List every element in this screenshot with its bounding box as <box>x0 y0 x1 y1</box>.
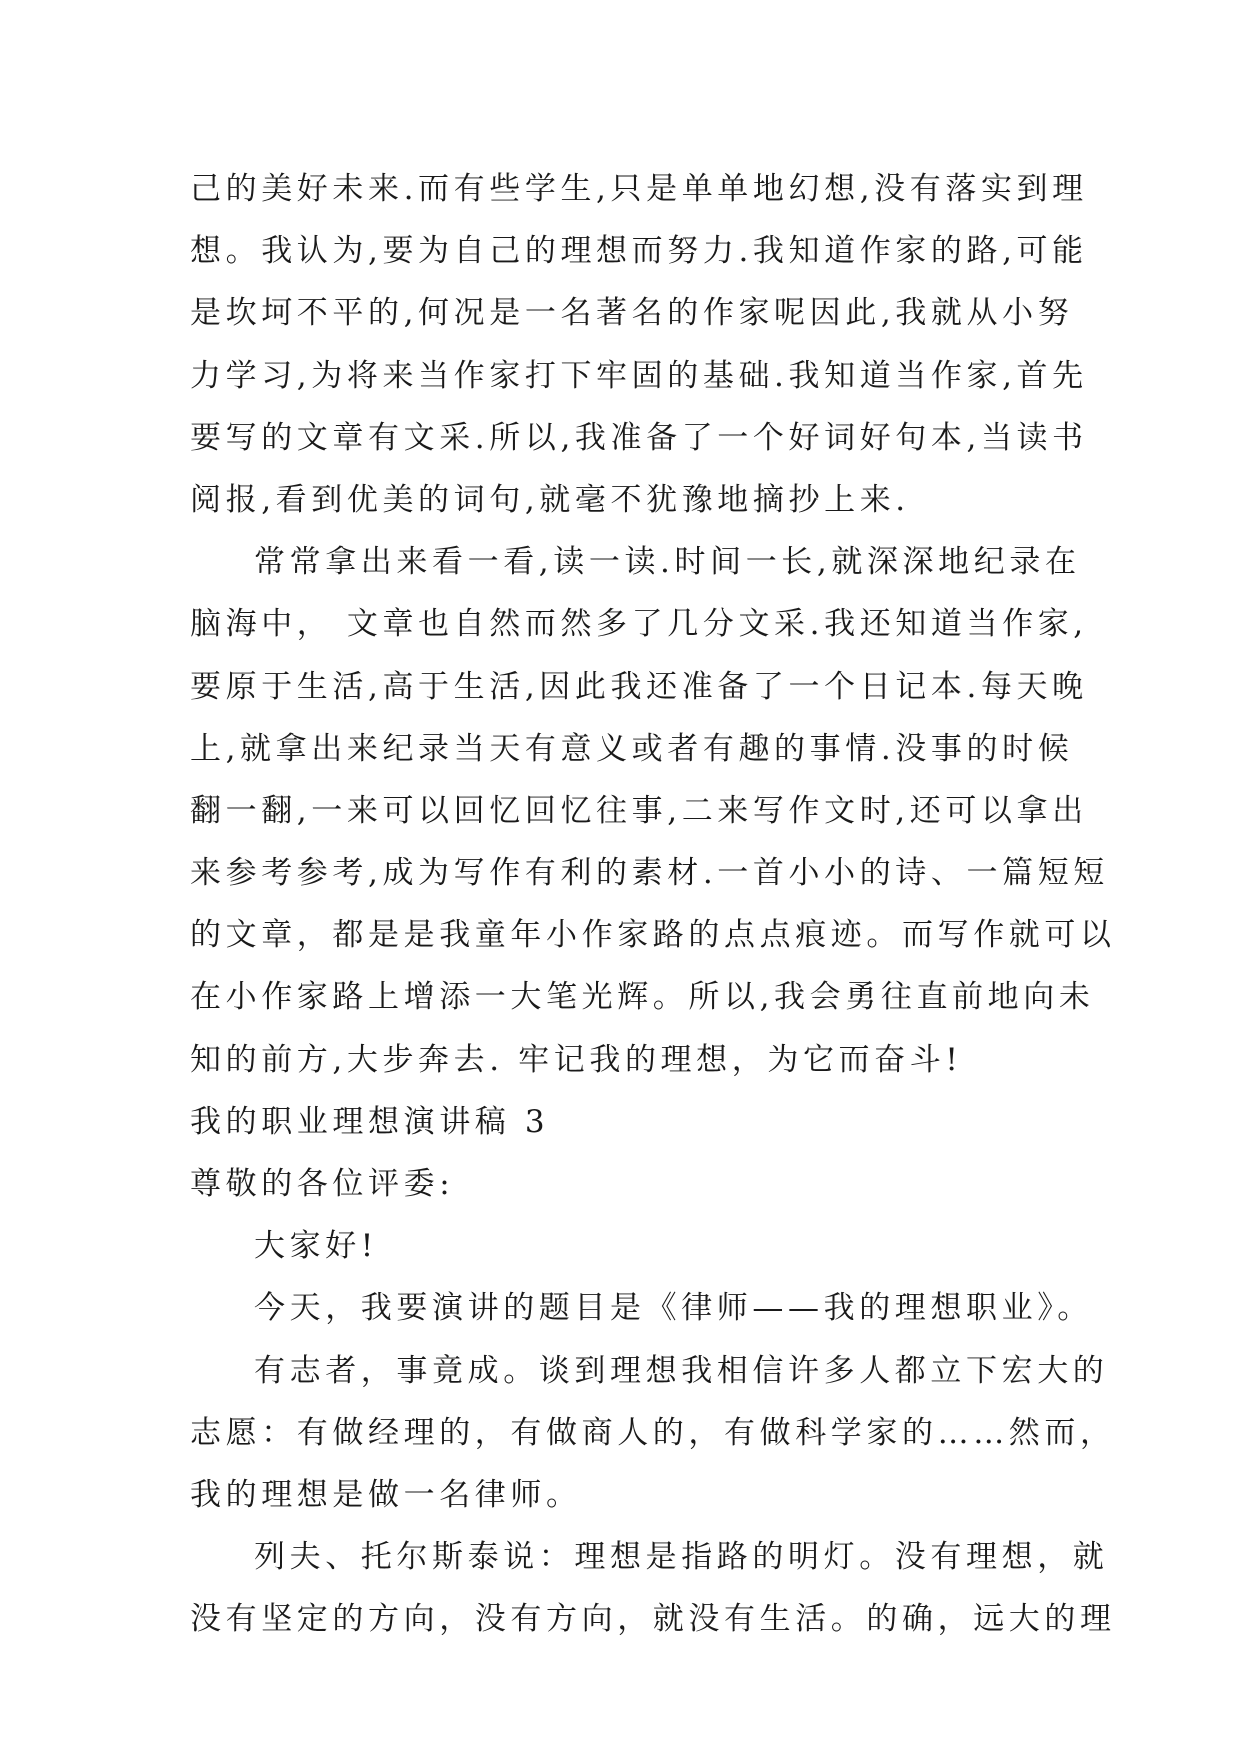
document-body <box>190 158 1116 1651</box>
text-line: 在小作家路上增添一大笔光辉。所以,我会勇往直前地向未 <box>190 979 1095 1016</box>
text-line: 今天，我要演讲的题目是《律师——我的理想职业》。 <box>254 1290 1093 1327</box>
text-line: 的文章，都是是我童年小作家路的点点痕迹。而写作就可以 <box>190 917 1116 954</box>
greeting: 大家好! <box>254 1228 378 1265</box>
text-line: 要原于生活,高于生活,因此我还准备了一个日记本.每天晚 <box>190 668 1088 705</box>
text-line: 志愿：有做经理的，有做商人的，有做科学家的……然而， <box>190 1414 1116 1451</box>
text-line: 列夫、托尔斯泰说：理想是指路的明灯。没有理想，就 <box>254 1539 1109 1576</box>
text-line: 己的美好未来.而有些学生,只是单单地幻想,没有落实到理 <box>190 171 1088 207</box>
text-line: 想。我认为,要为自己的理想而努力.我知道作家的路,可能 <box>190 233 1088 270</box>
text-line: 来参考参考,成为写作有利的素材.一首小小的诗、一篇短短 <box>190 855 1109 892</box>
text-line: 翻一翻,一来可以回忆回忆往事,二来写作文时,还可以拿出 <box>190 792 1088 829</box>
text-line: 常常拿出来看一看,读一读.时间一长,就深深地纪录在 <box>254 544 1081 581</box>
text-line: 是坎坷不平的,何况是一名著名的作家呢因此,我就从小努 <box>190 295 1074 332</box>
text-line: 要写的文章有文采.所以,我准备了一个好词好句本,当读书 <box>190 419 1088 456</box>
text-line: 没有坚定的方向，没有方向，就没有生活。的确，远大的理 <box>190 1601 1116 1638</box>
text-line: 阅报,看到优美的词句,就毫不犹豫地摘抄上来. <box>190 481 910 518</box>
section-heading: 我的职业理想演讲稿 3 <box>190 1103 550 1140</box>
text-line: 我的理想是做一名律师。 <box>190 1476 582 1513</box>
text-line: 知的前方,大步奔去. 牢记我的理想，为它而奋斗! <box>190 1041 963 1078</box>
text-line: 上,就拿出来纪录当天有意义或者有趣的事情.没事的时候 <box>190 730 1074 767</box>
text-line: 有志者，事竟成。谈到理想我相信许多人都立下宏大的 <box>254 1352 1109 1389</box>
text-line: 力学习,为将来当作家打下牢固的基础.我知道当作家,首先 <box>190 357 1088 394</box>
text-line: 脑海中， 文章也自然而然多了几分文采.我还知道当作家, <box>190 606 1088 643</box>
salutation: 尊敬的各位评委: <box>190 1166 455 1202</box>
